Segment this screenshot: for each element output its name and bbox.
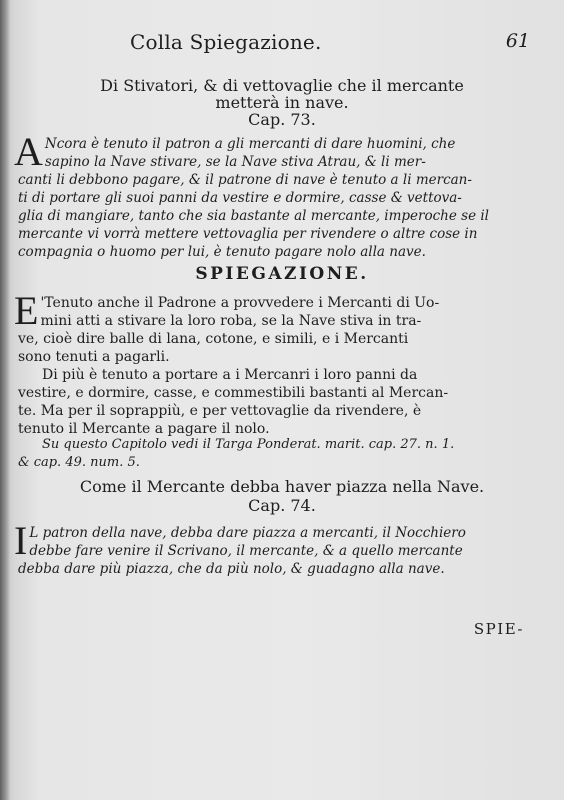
spiegazione-line: ve, cioè dire balle di lana, cotone, e simili, e i Mercanti (18, 331, 409, 347)
chapter-74-line: debba dare più piazza, che da più nolo, & guadagno alla nave. (18, 561, 445, 577)
spiegazione-line: Di più è tenuto a portare a i Mercanri i loro panni da (42, 367, 418, 383)
spiegazione-line: mini atti a stivare la loro roba, se la Nave stiva in tra- (40, 313, 422, 329)
chapter-73-line: ti di portare gli suoi panni da vestire e dormire, casse & vettova- (18, 190, 462, 206)
page-header (130, 30, 530, 54)
spiegazione-line: 'Tenuto anche il Padrone a provvedere i Mercanti di Uo- (40, 295, 440, 311)
page-number: 61 (505, 30, 530, 52)
chapter-73-line: glia di mangiare, tanto che sia bastante al mercante, imperoche se il (18, 208, 489, 224)
chapter-74-initial: I (14, 518, 28, 563)
spiegazione-text (14, 288, 534, 438)
chapter-73-line: Ncora è tenuto il patron a gli mercanti di dare huomini, che (44, 136, 456, 152)
spiegazione-reference (18, 436, 534, 472)
chapter-74-line: debbe fare venire il Scrivano, il mercante, & a quello mercante (29, 543, 463, 559)
chapter-74-line: L patron della nave, debba dare piazza a mercanti, il Nocchiero (29, 525, 466, 541)
chapter-73-number: Cap. 73. (248, 110, 316, 129)
chapter-74-text (14, 518, 534, 578)
spiegazione-line: sono tenuti a pagarli. (18, 349, 170, 365)
spiegazione-initial: E (14, 288, 39, 333)
reference-line: & cap. 49. num. 5. (18, 455, 140, 470)
chapter-73-line: sapino la Nave stivare, se la Nave stiva Atrau, & li mer- (44, 154, 426, 170)
chapter-73-line: mercante vi vorrà mettere vettovaglia per rivendere o altre cose in (18, 226, 478, 242)
chapter-73-line: compagnia o huomo per lui, è tenuto pagare nolo alla nave. (18, 244, 426, 260)
chapter-73-text (14, 129, 534, 261)
spiegazione-line: tenuto il Mercante a pagare il nolo. (18, 421, 270, 437)
chapter-73-title-line-2: metterà in nave. (215, 93, 349, 112)
catchword: SPIE- (473, 620, 524, 638)
spiegazione-line: te. Ma per il soprappiù, e per vettovaglie da rivendere, è (18, 403, 422, 419)
chapter-73-title-line-1: Di Stivatori, & di vettovaglie che il mercante (100, 76, 464, 95)
running-head: Colla Spiegazione. (130, 30, 322, 54)
spiegazione-heading: SPIEGAZIONE. (195, 264, 369, 284)
binding-gutter (0, 0, 10, 800)
chapter-73-initial: A (14, 129, 43, 174)
chapter-74-number: Cap. 74. (248, 496, 316, 515)
chapter-74-title: Come il Mercante debba haver piazza nella Nave. (79, 477, 485, 496)
chapter-73-line: canti li debbono pagare, & il patrone di nave è tenuto a li mercan- (18, 172, 472, 188)
reference-line: Su questo Capitolo vedi il Targa Ponderat. marit. cap. 27. n. 1. (42, 437, 455, 452)
spiegazione-line: vestire, e dormire, casse, e commestibili bastanti al Mercan- (18, 385, 449, 401)
